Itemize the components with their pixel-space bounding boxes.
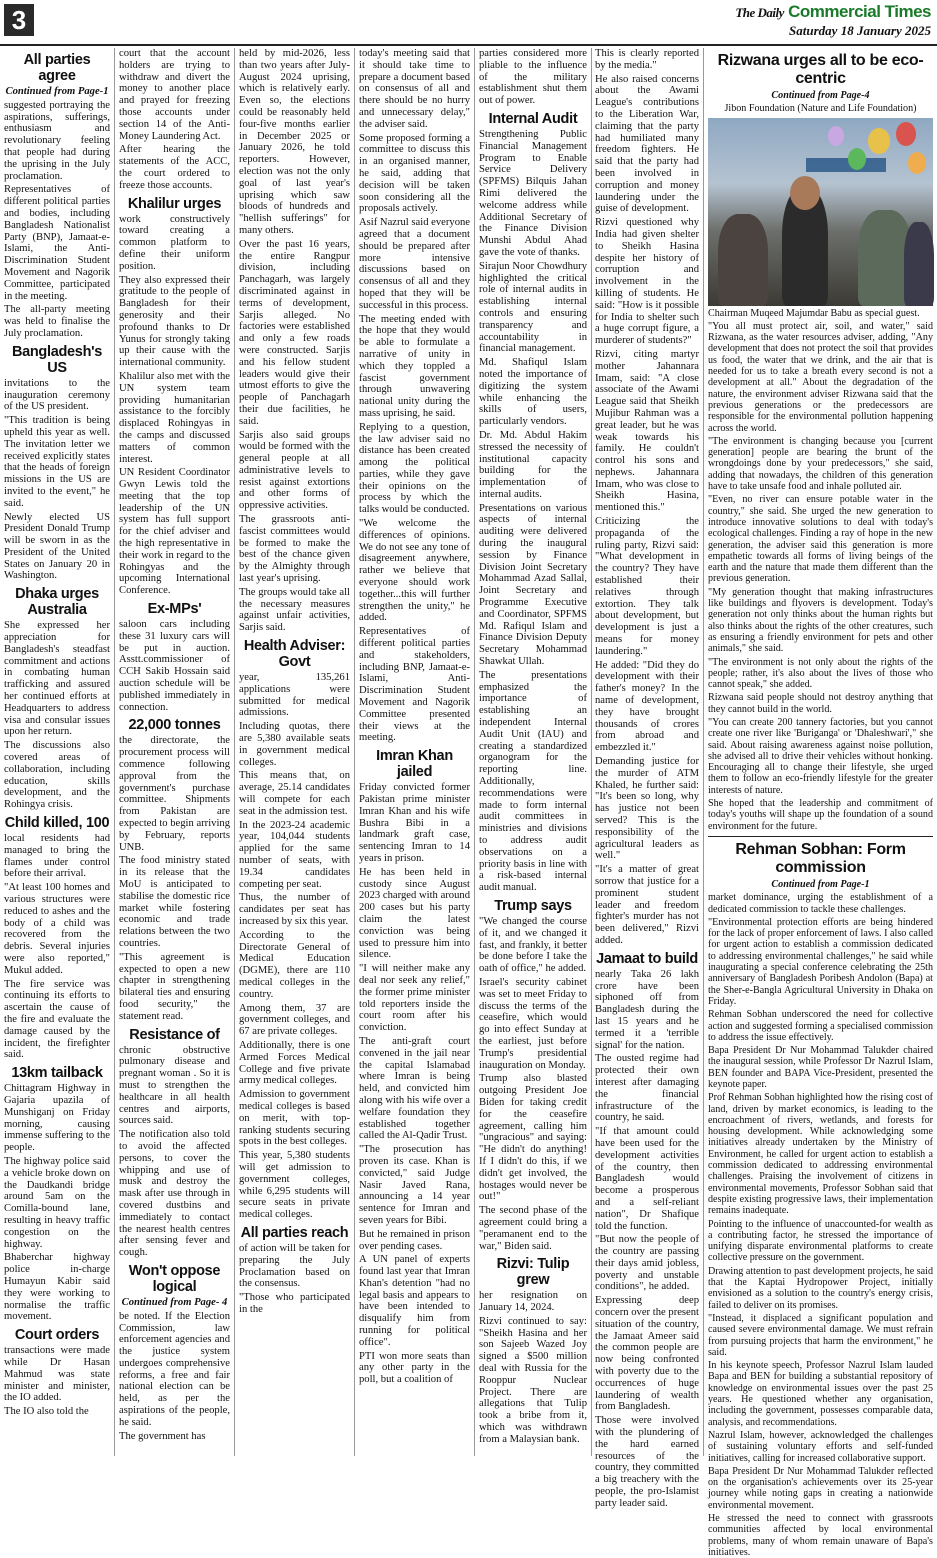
balloon bbox=[868, 128, 890, 154]
paragraph: The presentations emphasized the importance of establishing an independent Internal Audit Unit (IAU) and creating a standardized organogram for the reporting line. Additionally, recommendations were made to form internal audit committees in ministries and divisions to address audit observations on a priority basis in line with a risk-based internal audit manual. bbox=[479, 669, 587, 894]
banner-sign bbox=[806, 158, 886, 172]
paragraph: This is clearly reported by the media." bbox=[595, 48, 699, 71]
column-3 bbox=[239, 48, 350, 1456]
paragraph: "We welcome the differences of opinions. We do not see any tone of disagreement anywhere, rather we believe that everyone should work together...this will further strengthen the unity," he added. bbox=[359, 518, 470, 624]
paragraph: Those were involved with the plundering of the hard earned resources of the country, they committed a big treachery with the people, the pro-Islamist party leader said. bbox=[595, 1415, 699, 1509]
paragraph: The grassroots anti-fascist committees would be formed to make the best of the chance given by the Almighty through last year's uprising. bbox=[239, 514, 350, 585]
paragraph: Israel's security cabinet was set to meet Friday to discuss the terms of the ceasefire, which would go into effect Sunday at the earliest, just before Trump's presidential inauguration on Monday. bbox=[479, 976, 587, 1071]
news-photo bbox=[708, 118, 933, 306]
headline: Trump says bbox=[494, 897, 572, 914]
paragraph: "You can create 200 tannery factories, but you cannot create one river like 'Buriganga' or 'Dhaleshwari'," she said. About raising awareness against noise pollution, she advised all to drive their vehicles without honking. Encouraging all to change their lifestyle, she urged them to follow an eco-friendly lifestyle for the greater interests of nature. bbox=[708, 716, 933, 796]
paragraph: "We changed the course of it, and we changed it fast, and frankly, it better be done before I take the oath of office," he added. bbox=[479, 915, 587, 975]
page-number: 3 bbox=[4, 4, 34, 36]
masthead bbox=[0, 0, 937, 46]
column-1 bbox=[4, 48, 110, 1456]
section-divider bbox=[708, 836, 933, 837]
balloon bbox=[896, 122, 916, 146]
paragraph: In the 2023-24 academic year, 104,044 students applied for the same number of seats, with 19.34 candidates competing per seat. bbox=[239, 819, 350, 890]
continued-note: Continued from Page-1 bbox=[5, 86, 109, 97]
paragraph: He stressed the need to connect with grassroots communities affected by local environmental problems, many of whom remain unaware of Bapa's initiatives. bbox=[708, 1512, 933, 1558]
paragraph: Asif Nazrul said everyone agreed that a document should be prepared after more intensive discussions based on consensus of all and they hoped that they will be successful in this process. bbox=[359, 217, 470, 311]
paragraph: The second phase of the agreement could bring a "peramanent end to the war," Biden said. bbox=[479, 1205, 587, 1252]
continued-note: Continued from Page-1 bbox=[771, 878, 870, 890]
paragraph: UN Resident Coordinator Gwyn Lewis told the meeting that the top leadership of the UN system has full support for the chief adviser and the high representative in their work in regard to the Rohingyas and the upcoming International Conference. bbox=[119, 467, 230, 597]
paragraph: "Environmental protection efforts are being hindered for the lack of proper enforcement of laws. I also called for urgent action to establish a commission dedicated to addressing environmental challenges," he said while inaugurating a special conference celebrating the 25th anniversary of Bangladesh Poribesh Andolon (Bapa) at the Sher-e-Bangla Agricultural University in Dhaka on Friday. bbox=[708, 916, 933, 1007]
paragraph: Demanding justice for the murder of ATM Khaled, he further said: "It's been so long, why has justice not been served? This is the responsibility of the agricultural leaders as well." bbox=[595, 756, 699, 862]
article-rehman-sobhan bbox=[708, 892, 933, 1558]
paragraph: Presentations on various aspects of internal auditing were delivered during the inaugural session by Finance Division Joint Secretary Mohammad Azad Sallal, Joint Secretary and Programme Executive and Coordinator, SPFMS Md. Rafiqul Islam and Finance Division Deputy Secretary Mohammad Shawkat Ullah. bbox=[479, 502, 587, 668]
continued-note: Continued from Page-4 bbox=[771, 90, 870, 101]
paragraph: held by mid-2026, less than two years after July-August 2024 uprising, which is relatively early. Even so, the elections could be reasonably held four-five months earlier in December 2025 or January 2026, he told reporters. However, election was not the only goal of last year's uprising which saw bloods of hundreds and "hellish sufferings" for many others. bbox=[239, 48, 350, 236]
headline-rizwana: Rizwana urges all to be eco-centric bbox=[717, 52, 924, 87]
paragraph: After hearing the statements of the ACC, the court ordered to freeze those accounts. bbox=[119, 144, 230, 191]
paragraph: He also raised concerns about the Awami League's contributions to the Liberation War, claiming that the party had humiliated many freedom fighters. He said that the party had been involved in corruption and money laundering under the guise of development. bbox=[595, 73, 699, 215]
paragraph: Prof Rehman Sobhan highlighted how the rising cost of land, driven by market economics, is leading to the encroachment of rivers, wetlands, and forests for housing development. While acknowledging some initiatives already undertaken by the Ministry of Environment, he called for urgent action to establish a commission dedicated to addressing environmental challenges. Praising the involvement of citizens in environmental movements, Professor Sobhan said that despite existing progressive laws, their implementation remains inadequate. bbox=[708, 1092, 933, 1217]
paragraph: Thus, the number of candidates per seat has increased by six this year. bbox=[239, 892, 350, 927]
column-divider bbox=[474, 48, 475, 1456]
paragraph: But he remained in prison over pending cases. bbox=[359, 1228, 470, 1252]
paragraph: Nazrul Islam, however, acknowledged the challenges of sustaining voluntary efforts and self-funded initiatives, calling for increased collaborative support. bbox=[708, 1429, 933, 1464]
balloon bbox=[828, 126, 844, 146]
paragraph: The highway police said a vehicle broke down on the Daudkandi bridge around 5am on the Comilla-bound lane, resulting in heavy traffic congestion on the highway. bbox=[4, 1155, 110, 1250]
paragraph: The fire service was continuing its efforts to ascertain the cause of the fire and evaluate the damage caused by the incident, the firefighter said. bbox=[4, 978, 110, 1061]
paragraph: Additionally, there is one Armed Forces Medical College and five private army medical colleges. bbox=[239, 1039, 350, 1087]
column-right bbox=[708, 48, 933, 1558]
headline: Resistance of bbox=[129, 1026, 220, 1043]
paragraph: market dominance, urging the establishment of a dedicated commission to tackle these challenges. bbox=[708, 892, 933, 915]
headline: Dhaka urges Australia bbox=[15, 586, 99, 619]
paragraph: Md. Shafiqul Islam noted the importance of digitizing the system while enhancing the skills of users, particularly vendors. bbox=[479, 357, 587, 428]
paragraph: A UN panel of experts found last year that Imran Khan's detention "had no legal basis and appears to have been intended to disqualify him from running for political office". bbox=[359, 1254, 470, 1348]
paragraph: The notification also told to avoid the affected persons, to cover the whipping and use of musk and destroy the mask after use through in covered dustbins and immediately to contact the nearest health centres after sensing fever and cough. bbox=[119, 1129, 230, 1259]
headline: Child killed, 100 bbox=[4, 815, 110, 832]
paragraph: In his keynote speech, Professor Nazrul Islam lauded Bapa and BEN for building a substantial repository of knowledge on environmental issues over the past 25 years. He questioned whether any organisation, including the government, possesses comparable data, analysis, and recommendations. bbox=[708, 1360, 933, 1428]
continued-note: Continued from Page- 4 bbox=[121, 1296, 228, 1308]
paragraph: "The prosecution has proven its case. Khan is convicted," said Judge Nasir Javed Rana, announcing a 14 year sentence for Imran and seven years for Bibi. bbox=[359, 1144, 470, 1226]
paragraph: court that the account holders are trying to withdraw and divert the money to another place and prayed for freezing those accounts under section 14 of the Anti-Money Laundering Act. bbox=[119, 48, 230, 142]
paragraph: Rizvi continued to say: "Sheikh Hasina and her son Sajeeb Wazed Joy signed a $500 million deal with Russia for the Rooppur Nuclear Project. There are allegations that Tulip took a bribe from it, which was withdrawn from a Malaysian bank. bbox=[479, 1315, 587, 1445]
photo-caption: Chairman Muqeed Majumdar Babu as special guest. bbox=[708, 307, 920, 319]
paragraph: According to the Directorate General of Medical Education (DGME), there are 110 medical colleges in the country. bbox=[239, 929, 350, 1000]
column-5 bbox=[479, 48, 587, 1456]
column-divider bbox=[354, 48, 355, 1456]
paragraph: The groups would take all the necessary measures against unfair activities, Sarjis said. bbox=[239, 586, 350, 634]
paragraph: parties considered more pliable to the influence of the military establishment shut them out of power. bbox=[479, 48, 587, 107]
headline: Bangladesh's US bbox=[11, 343, 103, 376]
paragraph: Expressing deep concern over the present situation of the country, the Jamaat Ameer said the common people are now being confronted with poverty due to the occurrences of huge laundering of wealth from Bangladesh. bbox=[595, 1295, 699, 1413]
paragraph: "The environment is not only about the rights of the people; rather, it's also about the lives of those who cannot speak," she added. bbox=[708, 656, 933, 691]
headline: Internal Audit bbox=[488, 110, 578, 127]
paragraph: Khalilur also met with the UN system team providing humanitarian assistance to the forcibly displaced Rohingyas in the camps and discussed matters of common interest. bbox=[119, 370, 230, 465]
paragraph: "I will neither make any deal nor seek any relief," the former prime minister told reporters inside the court room after his conviction. bbox=[359, 963, 470, 1034]
paragraph: The food ministry stated in its release that the MoU is anticipated to stabilise the domestic rice market while fostering economic and trade relations between the two countries. bbox=[119, 855, 230, 949]
paragraph: Chittagram Highway in Gajaria upazila of Munshiganj on Friday morning, causing immense suffering to the people. bbox=[4, 1083, 110, 1154]
headline: Ex-MPs' bbox=[147, 601, 202, 618]
paragraph: The anti-graft court convened in the jail near the capital Islamabad where Imran is being held, and convicted him along with his wife over a welfare foundation they established together called the Al-Qadir Trust. bbox=[359, 1035, 470, 1142]
paragraph: Drawing attention to past development projects, he said that the Kaptai Hydropower Project, initially envisioned as a solution to the country's energy crisis, failed to deliver on its promises. bbox=[708, 1265, 933, 1311]
paragraph: "This tradition is being upheld this year as well. The invitation letter we received explicitly states that the heads of foreign missions in the US are invited to the event," he said. bbox=[4, 415, 110, 509]
paragraph: They also expressed their gratitude to the people of Bangladesh for their generosity and their profound thanks to Dr Yunus for strongly taking up their cause with the international community. bbox=[119, 274, 230, 369]
headline: Imran Khan jailed bbox=[376, 748, 453, 781]
paragraph: Friday convicted former Pakistan prime minister Imran Khan and his wife Bushra Bibi in a landmark graft case, sentencing Imran to 14 years in prison. bbox=[359, 782, 470, 864]
paragraph: He has been held in custody since August 2023 charged with around 200 cases but his party claim the latest conviction was being used to pressure him into silence. bbox=[359, 866, 470, 961]
paragraph: Sirajun Noor Chowdhury highlighted the critical role of internal audits in establishing internal controls and ensuring transparency and accountability in financial management. bbox=[479, 260, 587, 355]
article-rizwana bbox=[708, 321, 933, 832]
paragraph: The meeting ended with the hope that they would be able to formulate a narrative of unity in which they toppled a fascist government through unwavering national unity during the mass uprising, he said. bbox=[359, 313, 470, 419]
column-4 bbox=[359, 48, 470, 1456]
paragraph: He added: "Did they do development with their father's money? In the name of development, they have brought thousands of crores from abroad and embezzled it." bbox=[595, 659, 699, 754]
headline-rehman-sobhan: Rehman Sobhan: Form commission bbox=[735, 840, 906, 876]
person bbox=[718, 214, 768, 306]
headline: Health Adviser: Govt bbox=[243, 638, 346, 671]
balloon bbox=[908, 152, 926, 174]
paragraph: suggested portraying the aspirations, sufferings, enthusiasm and revolutionary feeling that people had during the uprising in the July proclamation. bbox=[4, 99, 110, 182]
headline: 13km tailback bbox=[11, 1065, 103, 1082]
paragraph: The all-party meeting was held to finalise the July proclamation. bbox=[4, 304, 110, 339]
paragraph: invitations to the inauguration ceremony of the US president. bbox=[4, 377, 110, 413]
headline: Court orders bbox=[14, 1327, 100, 1344]
paragraph: Strengthening Public Financial Management Program to Enable Service Delivery (SPFMS) Bilquis Jahan Rimi delivered the welcome address while Additional Secretary of the Finance Division Munshi Abdul Ahad gave the vote of thanks. bbox=[479, 128, 587, 258]
paragraph: "Even, no river can ensure potable water in the country," she said. She urged the new generation to introduce innovative solutions to deal with today's ecological challenges. Finding a ray of hope in the new generation, the adviser said this generation is more empathetic towards all forms of living beings of the earth and the nature that made them different than the previous generation. bbox=[708, 494, 933, 585]
paragraph: Admission to government medical colleges is based on merit, with top-ranking students securing spots in the best colleges. bbox=[239, 1089, 350, 1148]
column-6 bbox=[595, 48, 699, 1509]
paragraph: "My generation thought that making infrastructures like buildings and flyovers is development. Today's generation not only thinks about the human rights but also thinks about the rights of the other creatures, such as ensuring a friendly environment for pets and other animals," she said. bbox=[708, 586, 933, 655]
paragraph: year, 135,261 applications were submitted for medical admissions. bbox=[239, 672, 350, 719]
paragraph: Newly elected US President Donald Trump will be sworn in as the President of the United States on January 20 in Washington. bbox=[4, 511, 110, 582]
paragraph: Rizvi, citing martyr mother Jahannara Imam, said: "A close associate of the Awami League said that Sheikh Mujibur Rahman was a great leader, but he was weak towards his family. He couldn't control his sons and nephews. Jahannara Imam, who was close to Sheikh Hasina, mentioned this." bbox=[595, 348, 699, 514]
paragraph: Representatives of different political parties and bodies, including Bangladesh Nationalist Party (BNP), Jamaat-e-Islami, the Anti-Discrimination Student Movement and Nagorik Committee, participated in the meeting. bbox=[4, 184, 110, 302]
column-2 bbox=[119, 48, 230, 1456]
paragraph: Dr. Md. Abdul Hakim stressed the necessity of institutional capacity building for the implementation of internal audits. bbox=[479, 429, 587, 500]
paragraph: Over the past 16 years, the entire Rangpur division, including Panchagarh, was largely discriminated against in terms of development, Sarjis alleged. No factories were established and only a few roads were constructed. Sarjis and his fellow student leaders would give their utmost efforts to give the people of Panchagarh their due facilities, he said. bbox=[239, 238, 350, 427]
paragraph: "But now the people of the country are passing their days amid jobless, poverty and unstable conditions", he added. bbox=[595, 1234, 699, 1293]
headline: Jamaat to build bbox=[596, 950, 698, 967]
paragraph: This means that, on average, 25.14 candidates will compete for each seat in the admission test. bbox=[239, 770, 350, 817]
paragraph: "At least 100 homes and various structures were reduced to ashes and the body of a child was recovered from the debris. Several injuries were also reported," Mukul added. bbox=[4, 882, 110, 976]
paragraph: local residents had managed to bring the flames under control before their arrival. bbox=[4, 833, 110, 880]
paragraph: transactions were made while Dr Hasan Mahmud was state minister and minister, the IO added. bbox=[4, 1345, 110, 1404]
paragraph: Replying to a question, the law adviser said no distance has been created among the political parties, while they gave their opinions on the process by which the talks would be conducted. bbox=[359, 421, 470, 516]
paragraph: today's meeting said that it should take time to prepare a document based on consensus of all and there should be no hurry and unnecessary delay," the adviser said. bbox=[359, 48, 470, 130]
paragraph: Rehman Sobhan underscored the need for collective action and suggested forming a specialised commission to address the issue effectively. bbox=[708, 1009, 933, 1043]
paper-name bbox=[735, 2, 931, 22]
paragraph: "This agreement is expected to open a new chapter in strengthening bilateral ties and ensuring food security," the statement read. bbox=[119, 951, 230, 1022]
paragraph: Among them, 37 are government colleges, and 67 are private colleges. bbox=[239, 1002, 350, 1038]
paragraph: She hoped that the leadership and commitment of today's youths will shape up the foundation of a sound environment for the future. bbox=[708, 798, 933, 832]
paragraph: her resignation on January 14, 2024. bbox=[479, 1290, 587, 1314]
paragraph: Including quotas, there are 5,380 available seats in government medical colleges. bbox=[239, 721, 350, 768]
paragraph: Rizvi questioned why India had given shelter to Sheikh Hasina despite her history of corruption and involvement in the killing of students. He said: "How is it possible for India to shelter such a huge corrupt figure, a murderer of students?" bbox=[595, 217, 699, 347]
paragraph: "The environment is changing because you [current generation] people are bearing the brunt of the wrongdoings done by your predecessors," she said, adding that nowadays, the children of this generation have to take unsafe food and inhale polluted air. bbox=[708, 435, 933, 493]
paragraph: be noted. If the Election Commission, law enforcement agencies and the justice system undergoes comprehensive reforms, a free and fair national election can be held, as per the aspirations of the people, he said. bbox=[119, 1310, 230, 1428]
paragraph: Trump also blasted outgoing President Joe Biden for taking credit for the ceasefire agreement, calling him "ungracious" and saying: "He didn't do anything! If I didn't do this, if we didn't get involved, the hostages would never be out!" bbox=[479, 1073, 587, 1203]
column-divider bbox=[114, 48, 115, 1456]
paragraph: Sarjis also said groups would be formed with the general people at all administrative levels to resist against extortions and other forms of oppressive activities. bbox=[239, 429, 350, 512]
paragraph: saloon cars including these 31 luxury cars will be put in auction. Asstt.commissioner of CCH Sakib Hossain said auction schedule will be published immediately in connection. bbox=[119, 619, 230, 713]
headline: 22,000 tonnes bbox=[128, 717, 221, 734]
paragraph: The IO also told the bbox=[4, 1406, 89, 1418]
headline: Khalilur urges bbox=[127, 195, 222, 212]
balloon bbox=[848, 148, 866, 170]
headline: Won't oppose logical bbox=[128, 1262, 221, 1295]
paragraph: She expressed her appreciation for Bangladesh's steadfast commitment and actions in combating human trafficking and assured her continued efforts at Headquarters to address visa and consular issues upon her return. bbox=[4, 620, 110, 738]
issue-date: Saturday 18 January 2025 bbox=[789, 23, 931, 38]
paragraph: work constructively toward creating a common platform to define their uniform position. bbox=[119, 213, 230, 272]
headline: All parties agree bbox=[23, 52, 91, 84]
paragraph: Bapa President Dr Nur Mohammad Talukder chaired the inaugural session, while Professor Dr Nazrul Islam, BEN founder and BAPA Vice-President, presented the keynote paper. bbox=[708, 1045, 933, 1090]
paragraph: the directorate, the procurement process will commence following approval from the government's purchase committee. Shipments from Pakistan are expected to begin arriving by February, reports UNB. bbox=[119, 735, 230, 853]
paragraph: "It's a matter of great sorrow that justice for a prominent student leader and freedom fighter's murder has not been delivered," Rizvi added. bbox=[595, 864, 699, 946]
paragraph: Some proposed forming a committee to discuss this in an organised manner, he said, adding that decision will be taken soon considering all the proposals actively. bbox=[359, 132, 470, 215]
headline: Rizvi: Tulip grew bbox=[496, 1256, 570, 1289]
paragraph: "You all must protect air, soil, and water," said Rizwana, as the water resources adviser, adding, "Any development that does not protect the soil that provides us food, the water that we drink, and the air that is needed for us to take a breath every second is not a development at all." About the degradation of the nature, the environment adviser Rizwana said that the previous generations or the predecessors are responsible for the environmental pollution happening across the world. bbox=[708, 320, 933, 434]
paragraph: Bhaberchar highway police in-charge Humayun Kabir said they were working to normalise the traffic movement. bbox=[4, 1252, 110, 1323]
person bbox=[790, 176, 820, 210]
paragraph: Bapa President Dr Nur Mohammad Talukder reflected on the organisation's achievements over its 25-year journey while noting gaps in creating a nationwide environmental movement. bbox=[708, 1465, 933, 1511]
paragraph: "If that amount could have been used for the development activities of the country, then Bangladesh would become a prosperous and a self-reliant nation", Dr Shafique told the function. bbox=[595, 1126, 699, 1232]
paragraph: of action will be taken for preparing the July Proclamation based on the consensus. bbox=[239, 1242, 350, 1290]
paragraph: Criticizing the propaganda of the ruling party, Rizvi said: "What development in the country? They have established their relatives through extortion. They talk about development, but development is just a means for money laundering." bbox=[595, 516, 699, 657]
person bbox=[904, 222, 934, 306]
paragraph: PTI won more seats than any other party in the poll, but a coalition of bbox=[359, 1350, 470, 1386]
paragraph: The discussions also covered areas of collaboration, including education, skills development, and the Rohingya crisis. bbox=[4, 740, 110, 811]
paragraph: Pointing to the influence of unaccounted-for wealth as a contributing factor, he stressed the importance of unifying disparate environmental platforms to create collective pressure on the government. bbox=[708, 1218, 933, 1264]
paper-name-big: Commercial Times bbox=[788, 2, 931, 21]
paragraph: The ousted regime had protected their own interest after damaging the financial infrastructure of the country, he said. bbox=[595, 1053, 699, 1124]
lead-line: Jibon Foundation (Nature and Life Foundation) bbox=[724, 103, 917, 115]
paragraph: "Those who participated in the bbox=[239, 1292, 350, 1315]
paragraph: chronic obstructive pulmonary disease and pregnant woman . So it is must to strengthen the healthcare in all health centres and airports, sources said. bbox=[119, 1044, 230, 1127]
column-divider bbox=[234, 48, 235, 1456]
paragraph: The government has bbox=[119, 1430, 206, 1442]
paragraph: Representatives of different political parties and stakeholders, including BNP, Jamaat-e-Islami, Anti-Discrimination Student Movement and Nagorik Committee presented their views at the meeting. bbox=[359, 626, 470, 744]
paragraph: This year, 5,380 students will get admission to government colleges, while 6,295 students will secure seats in private medical colleges. bbox=[239, 1150, 350, 1221]
column-divider bbox=[703, 48, 704, 1456]
paragraph: nearly Taka 26 lakh crore have been siphoned off from Bangladesh during the last 15 years and he termed it a 'terrible signal' for the nation. bbox=[595, 968, 699, 1051]
headline: All parties reach bbox=[240, 1224, 349, 1241]
column-divider bbox=[591, 48, 592, 1456]
paper-name-small: The Daily bbox=[735, 5, 784, 20]
paragraph: "Instead, it displaced a significant population and caused severe environmental damage. We must refrain from pursuing projects that harm the environment," he said. bbox=[708, 1312, 933, 1358]
paragraph: Rizwana said people should not destroy anything that they cannot build in the world. bbox=[708, 692, 933, 715]
